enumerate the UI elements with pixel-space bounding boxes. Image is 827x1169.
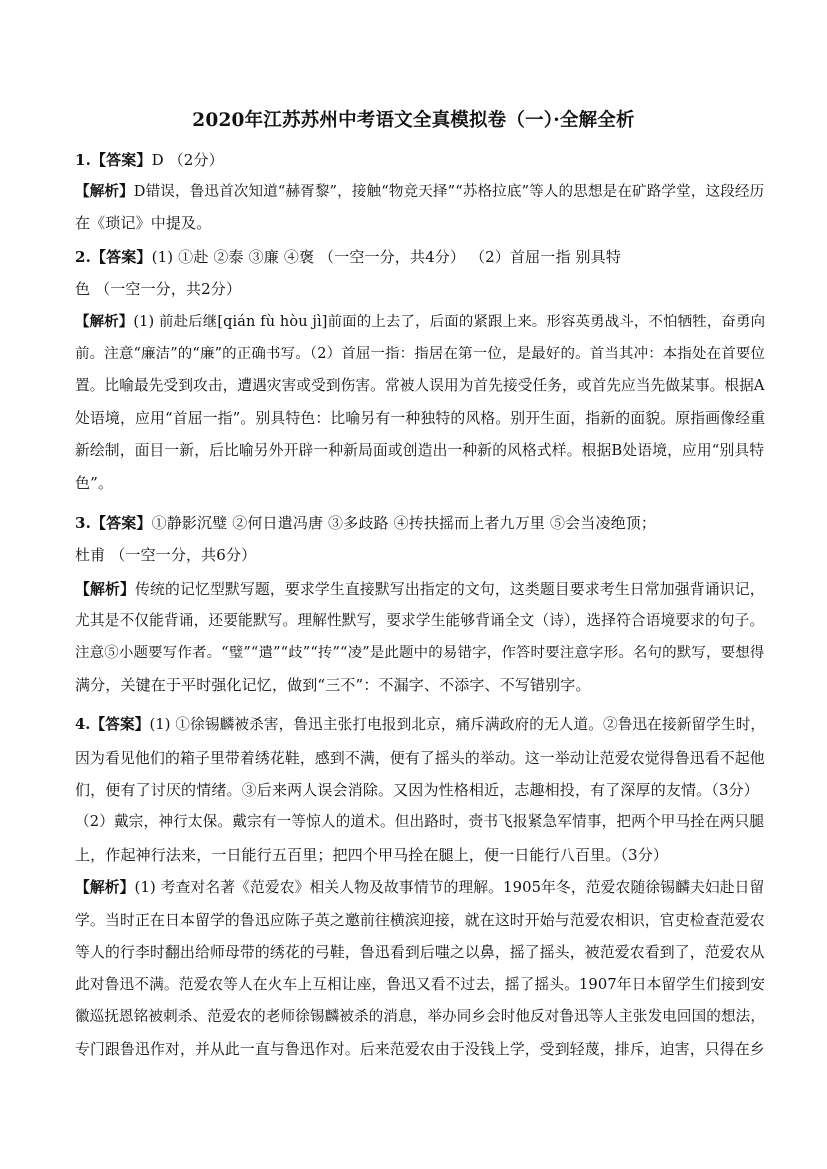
- text-line: [75, 845, 765, 865]
- line-text: 尤其是不仅能背诵，还要能默写。理解性默写，要求学生能够背诵全文（诗），选择符合语境要求的句子。: [75, 612, 765, 629]
- line-text: 色 （一空一分，共2分）: [75, 280, 242, 298]
- text-line: [75, 408, 765, 428]
- line-text: 上，作起神行法来，一日能行五百里；把四个甲马拴在腿上，便一日能行八百里。（3分）: [75, 846, 669, 864]
- text-line: [75, 473, 765, 493]
- line-text: （2）戴宗，神行太保。戴宗有一等惊人的道术。但出路时，赍书飞报紧急军情事，把两个甲马拴在两只腿: [75, 813, 765, 830]
- text-line: [75, 312, 765, 332]
- line-text: (1) 前赴后继[qián fù hòu jì]前面的上去了，后面的紧跟上来。形容英勇战斗，不怕牺牲，奋勇向: [133, 314, 766, 330]
- line-text: D （2分）: [151, 151, 224, 169]
- line-text: 前。注意“廉洁”的“廉”的正确书写。（2）首屈一指：指居在第一位，是最好的。首当其冲：本指处在首要位: [75, 346, 766, 362]
- answer-label: 【解析】: [75, 580, 135, 598]
- text-line: [75, 376, 765, 396]
- line-text: 注意⑤小题要写作者。“璧”“遣”“歧”“抟”“凌”是此题中的易错字，作答时要注意字形。名句的默写，要想得: [75, 645, 765, 661]
- answer-label: 4.【答案】: [75, 716, 150, 733]
- text-line: [75, 150, 765, 170]
- page-title: 2020年江苏苏州中考语文全真模拟卷（一）·全解全析: [192, 110, 635, 131]
- line-text: (1) 考查对名著《范爱农》相关人物及故事情节的理解。1905年冬，范爱农随徐锡麟夫妇赴日留: [134, 879, 765, 896]
- text-line: [75, 441, 765, 461]
- line-text: 专门跟鲁迅作对，并从此一直与鲁迅作对。后来范爱农由于没钱上学，受到轻蔑，排斥，迫害，只得在乡: [75, 1040, 765, 1058]
- text-line: [75, 279, 765, 299]
- line-text: ①静影沉璧 ②何日遣冯唐 ③多歧路 ④抟扶摇而上者九万里 ⑤会当凌绝顶；: [151, 514, 657, 532]
- text-line: [75, 812, 765, 832]
- text-line: [75, 579, 765, 599]
- line-text: 等人的行李时翻出给师母带的绣花的弓鞋，鲁迅看到后嗤之以鼻，摇了摇头，被范爱农看到了，范爱农从: [75, 943, 765, 961]
- text-line: [75, 780, 765, 800]
- text-line: [75, 213, 765, 233]
- text-line: [75, 344, 765, 364]
- line-text: 学。当时正在日本留学的鲁迅应陈子英之邀前往横滨迎接，就在这时开始与范爱农相识，官吏检查范爱农: [75, 911, 765, 929]
- text-line: [75, 643, 765, 663]
- text-line: [75, 715, 765, 735]
- text-line: [75, 247, 765, 267]
- text-line: [75, 513, 765, 533]
- text-line: [75, 910, 765, 930]
- answer-label: 【解析】: [75, 313, 134, 330]
- line-text: (1) ①徐锡麟被杀害，鲁迅主张打电报到北京，痛斥满政府的无人道。②鲁迅在接新留学生时，: [149, 716, 766, 733]
- line-text: 此对鲁迅不满。范爱农等人在火车上互相让座，鲁迅又看不过去，摇了摇头。1907年日本留学生们接到安: [75, 976, 766, 993]
- line-text: (1) ①赴 ②泰 ③廉 ④褒 （一空一分，共4分） （2）首屈一指 别具特: [151, 248, 621, 266]
- answer-label: 1.【答案】: [75, 151, 152, 169]
- text-line: [75, 1039, 765, 1059]
- line-text: 因为看见他们的箱子里带着绣花鞋，感到不满，便有了摇头的举动。这一举动让范爱农觉得鲁迅看不起他: [75, 749, 765, 767]
- text-line: [75, 545, 765, 565]
- line-text: 们，便有了讨厌的情绪。③后来两人误会消除。又因为性格相近，志趣相投，有了深厚的友情。（3分）: [75, 781, 759, 799]
- line-text: 处语境，应用“首屈一指”。别具特色：比喻另有一种独特的风格。别开生面，指新的面貌。原指画像经重: [75, 409, 766, 427]
- text-line: [75, 675, 765, 695]
- line-text: D错误，鲁迅首次知道“赫胥黎”，接触“物竞天择”“苏格拉底”等人的思想是在矿路学堂，这段经历: [133, 183, 765, 200]
- line-text: 置。比喻最先受到攻击，遭遇灾害或受到伤害。常被人误用为首先接受任务，或首先应当先做某事。根据A: [75, 377, 765, 394]
- line-text: 满分，关键在于平时强化记忆，做到“三不”：不漏字、不添字、不写错别字。: [75, 676, 591, 694]
- text-line: [75, 182, 765, 202]
- line-text: 在《琐记》中提及。: [75, 214, 212, 232]
- answer-label: 3.【答案】: [75, 514, 152, 532]
- text-line: [75, 1007, 765, 1027]
- answer-label: 【解析】: [75, 879, 135, 896]
- text-line: [75, 878, 765, 898]
- answer-label: 2.【答案】: [75, 248, 152, 266]
- line-text: 传统的记忆型默写题，要求学生直接默写出指定的文句，这类题目要求考生日常加强背诵识记，: [134, 580, 765, 598]
- answer-label: 【解析】: [75, 183, 134, 200]
- text-line: [75, 748, 765, 768]
- line-text: 新绘制，面目一新，后比喻另外开辟一种新局面或创造出一种新的风格式样。根据B处语境，应用“别具特: [75, 442, 765, 459]
- line-text: 杜甫 （一空一分，共6分）: [75, 546, 257, 564]
- text-line: [75, 611, 765, 631]
- line-text: 色”。: [75, 474, 114, 492]
- text-line: [75, 942, 765, 962]
- text-line: [75, 975, 765, 995]
- line-text: 徽巡抚恩铭被刺杀、范爱农的老师徐锡麟被杀的消息，举办同乡会时他反对鲁迅等人主张发电回国的想法，: [75, 1009, 766, 1025]
